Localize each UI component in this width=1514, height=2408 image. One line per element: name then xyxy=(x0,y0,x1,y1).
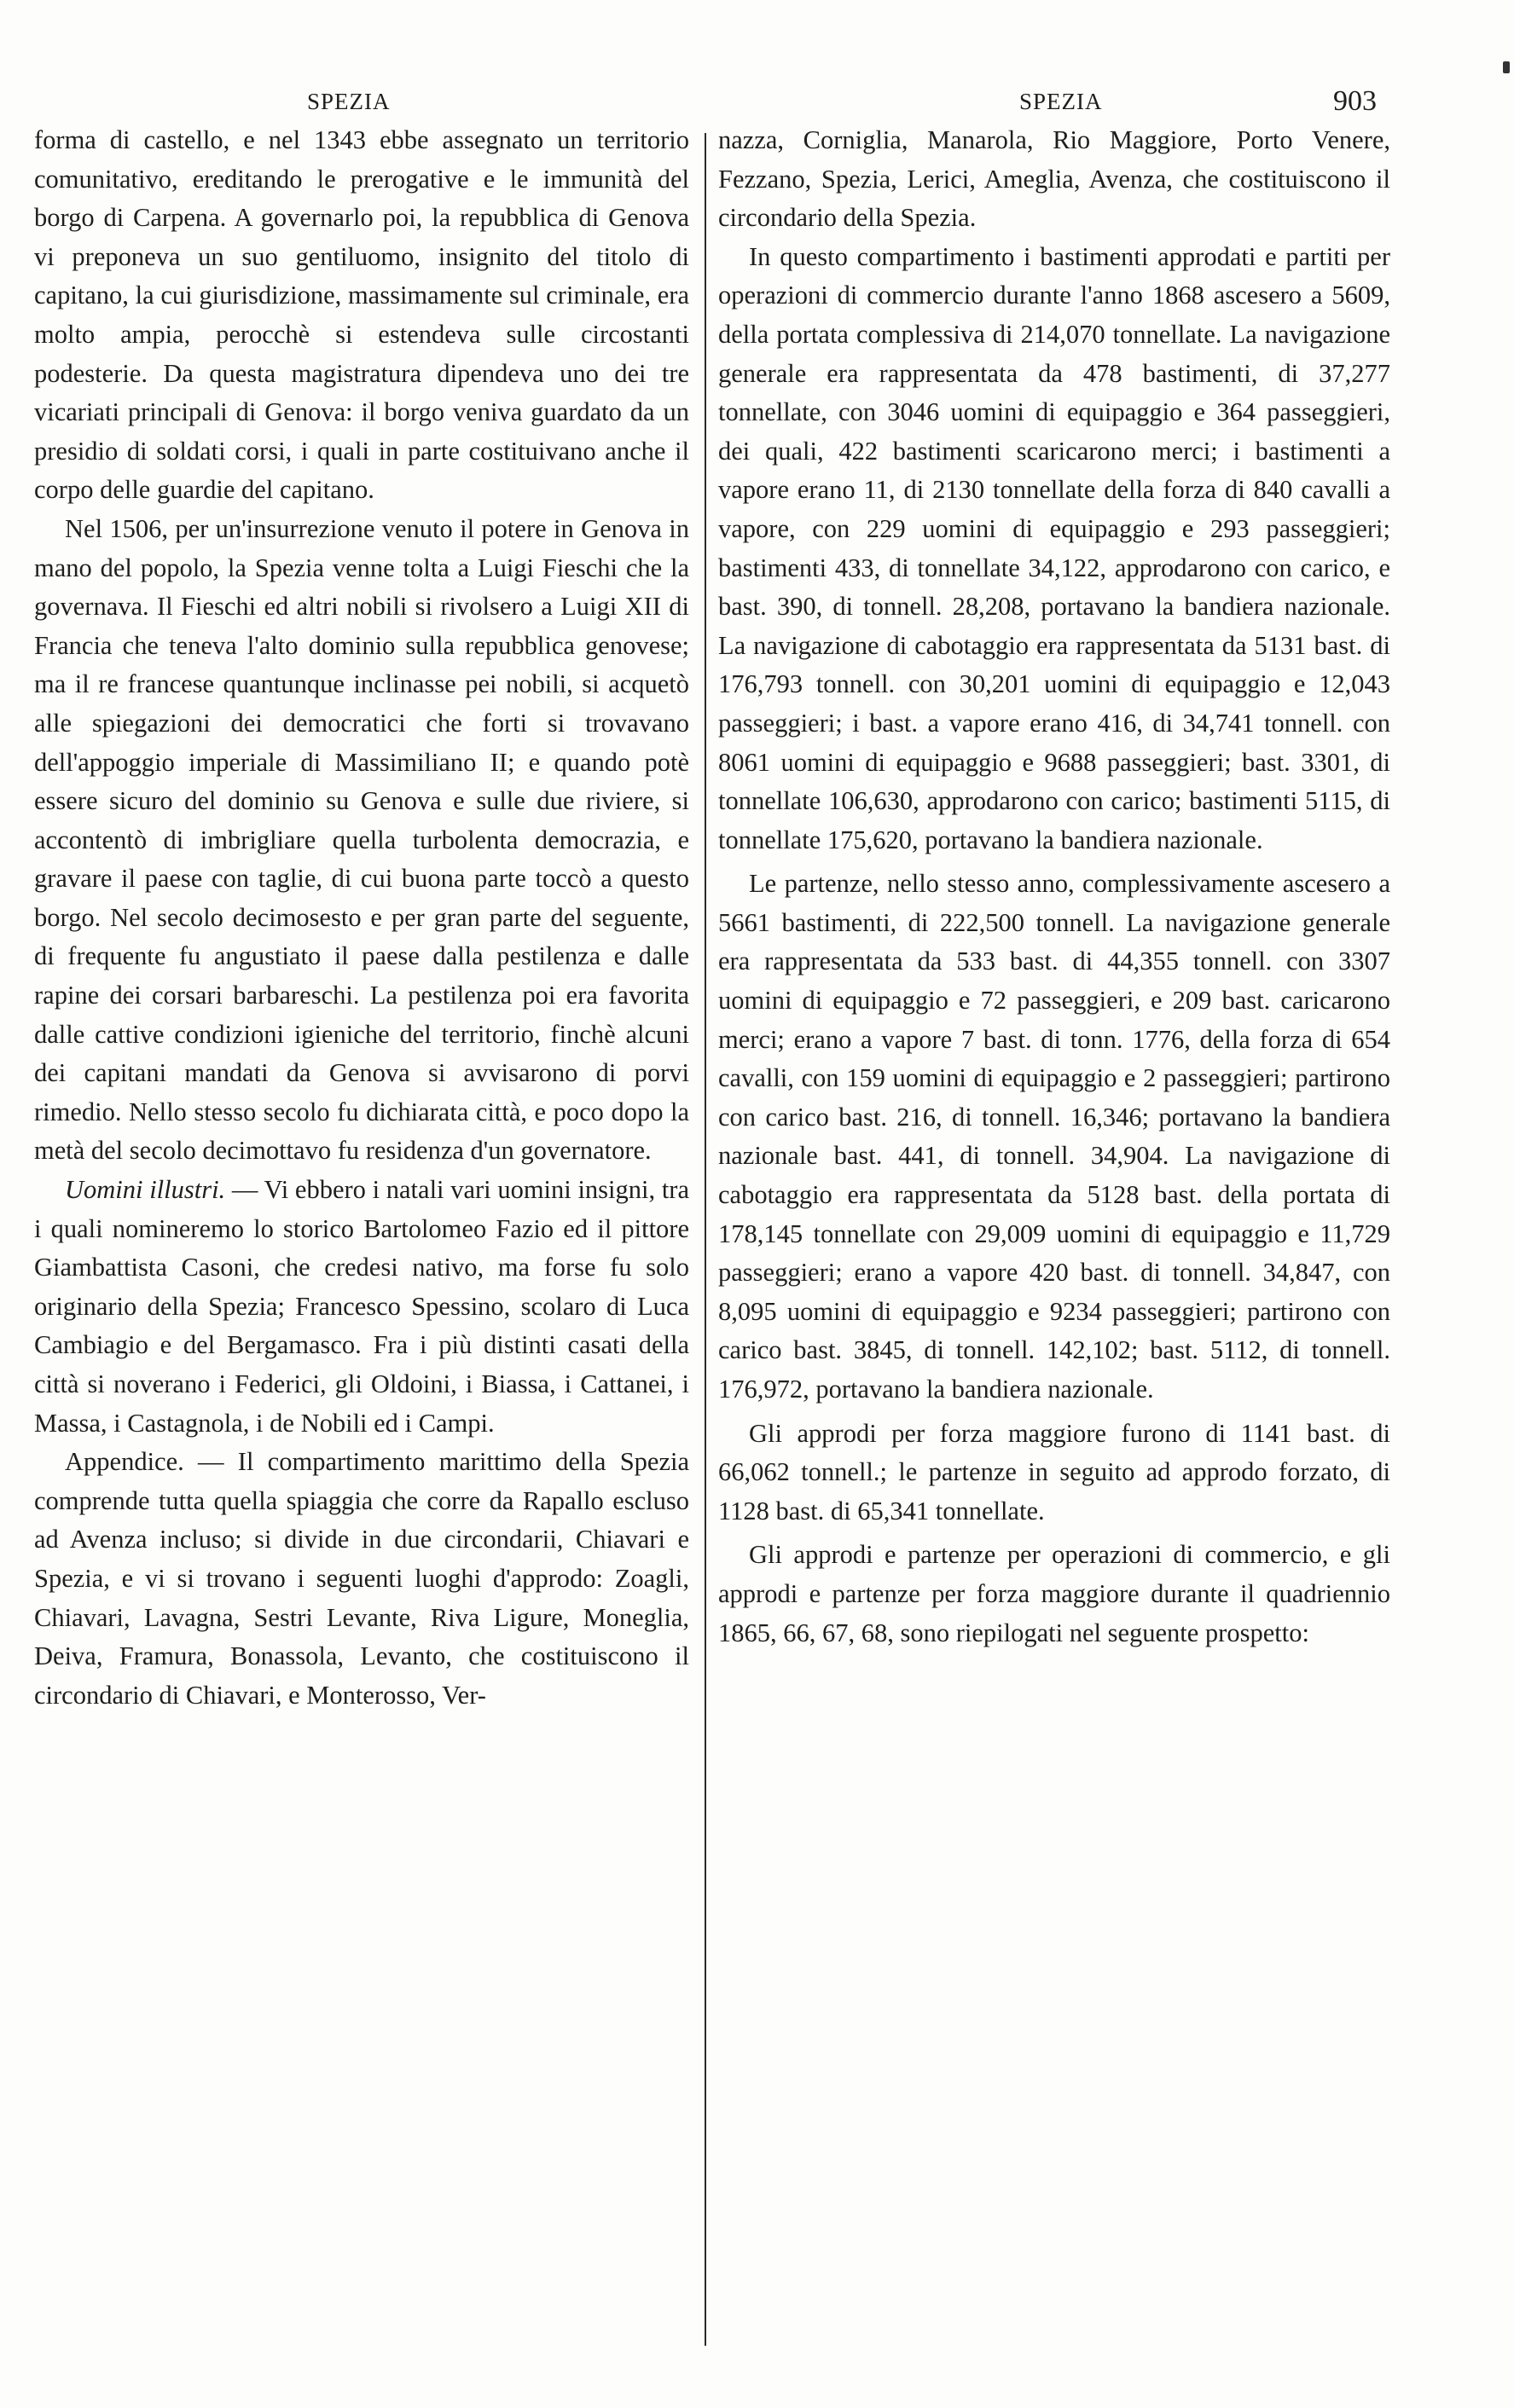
left-column xyxy=(34,121,689,1715)
column-divider xyxy=(705,133,706,2346)
right-paragraph-3: Le partenze, nello stesso anno, complessivamente ascesero a 5661 bastimenti, di 222,500 tonnell. La navigazione generale era rappresentata da 533 bast. di 44,355 tonnell. con 3307 uomini di equipaggio e 72 passeggieri, e 209 bast. caricarono merci; erano a vapore 7 bast. di tonn. 1776, della forza di 654 cavalli, con 159 uomini di equipaggio e 2 passeggieri; partirono con carico bast. 216, di tonnell. 16,346; portavano la bandiera nazionale bast. 441, di tonnell. 34,904. La navigazione di cabotaggio era rappresentata da 5128 bast. della portata di 178,145 tonnellate con 29,009 uomini di equipaggio e 11,729 passeggieri; erano a vapore 420 bast. di tonnell. 34,847, con 8,095 uomini di equipaggio e 9234 passeggieri; partirono con carico bast. 3845, di tonnell. 142,102; bast. 5112, di tonnell. 176,972, portavano la bandiera nazionale. xyxy=(718,869,1390,1404)
left-paragraph-2: Nel 1506, per un'insurrezione venuto il potere in Genova in mano del popolo, la Spezia venne tolta a Luigi Fieschi che la governava. Il Fieschi ed altri nobili si rivolsero a Luigi XII di Francia che teneva l'alto dominio sulla repubblica genovese; ma il re francese quantunque inclinasse pei nobili, si acquetò alle spiegazioni dei democratici che forti si trovavano dell'appoggio imperiale di Massimiliano II; e quando potè essere sicuro del dominio su Genova e sulle due riviere, si accontentò di imbrigliare quella turbolenta democrazia, e gravare il paese con taglie, di cui buona parte toccò a questo borgo. Nel secolo decimosesto e per gran parte del seguente, di frequente fu angustiato il paese dalla pestilenza e dalle rapine dei corsari barbareschi. La pestilenza poi era favorita dalle cattive condizioni igieniche del territorio, finchè alcuni dei capitani mandati da Genova si avvisarono di porvi rimedio. Nello stesso secolo fu dichiarata città, e poco dopo la metà del secolo decimottavo fu residenza d'un governatore. xyxy=(34,513,689,1166)
right-paragraph-4: Gli approdi per forza maggiore furono di 1141 bast. di 66,062 tonnell.; le partenze in seguito ad approdo forzato, di 1128 bast. di 65,341 tonnellate. xyxy=(718,1418,1390,1525)
left-paragraph-3 xyxy=(34,1171,689,1443)
left-running-header: SPEZIA xyxy=(307,89,391,114)
left-paragraph-4 xyxy=(34,1443,689,1715)
corner-mark xyxy=(1503,61,1510,73)
left-paragraph-4-text: — Il compartimento marittimo della Spezia comprende tutta quella spiaggia che corre da Rapallo escluso ad Avenza incluso; si divide in due circondarii, Chiavari e Spezia, e vi si trovano i seguenti luoghi d'approdo: Zoagli, Chiavari, Lavagna, Sestri Levante, Riva Ligure, Moneglia, Deiva, Framura, Bonassola, Levanto, che costituiscono il circondario di Chiavari, e Monterosso, Ver- xyxy=(34,1447,689,1710)
left-paragraph-3-text: — Vi ebbero i natali vari uomini insigni, tra i quali nomineremo lo storico Bartolomeo Fazio ed il pittore Giambattista Casoni, che credesi nativo, ma forse fu solo originario della Spezia; Francesco Spessino, scolaro di Luca Cambiagio e del Bergamasco. Fra i più distinti casati della città si noverano i Federici, gli Oldoini, i Biassa, i Cattanei, i Massa, i Castagnola, i de Nobili ed i Campi. xyxy=(34,1175,689,1438)
page-number: 903 xyxy=(1333,85,1377,117)
right-paragraph-1: nazza, Corniglia, Manarola, Rio Maggiore, Porto Venere, Fezzano, Spezia, Lerici, Ameglia, Avenza, che costituiscono il circondario della Spezia. xyxy=(718,125,1390,233)
left-paragraph-1: forma di castello, e nel 1343 ebbe assegnato un territorio comunitativo, ereditando le prerogative e le immunità del borgo di Carpena. A governarlo poi, la repubblica di Genova vi preponeva un suo gentiluomo, insignito del titolo di capitano, la cui giurisdizione, massimamente sul criminale, era molto ampia, perocchè si estendeva sulle circostanti podesterie. Da questa magistratura dipendeva uno dei tre vicariati principali di Genova: il borgo veniva guardato da un presidio di soldati corsi, i quali in parte costituivano anche il corpo delle guardie del capitano. xyxy=(34,125,689,505)
right-paragraph-2: In questo compartimento i bastimenti approdati e partiti per operazioni di commercio durante l'anno 1868 ascesero a 5609, della portata complessiva di 214,070 tonnellate. La navigazione generale era rappresentata da 478 bastimenti, di 37,277 tonnellate, con 3046 uomini di equipaggio e 364 passeggieri, dei quali, 422 bastimenti scaricarono merci; i bastimenti a vapore erano 11, di 2130 tonnellate della forza di 840 cavalli a vapore, con 229 uomini di equipaggio e 293 passeggieri; bastimenti 433, di tonnellate 34,122, approdarono con carico, e bast. 390, di tonnell. 28,208, portavano la bandiera nazionale. La navigazione di cabotaggio era rappresentata da 5131 bast. di 176,793 tonnell. con 30,201 uomini di equipaggio e 12,043 passeggieri; i bast. a vapore erano 416, di 34,741 tonnell. con 8061 uomini di equipaggio e 9688 passeggieri; bast. 3301, di tonnellate 106,630, approdarono con carico; bastimenti 5115, di tonnellate 175,620, portavano la bandiera nazionale. xyxy=(718,241,1390,854)
right-running-header: SPEZIA xyxy=(1019,89,1103,114)
right-column xyxy=(718,121,1390,1653)
section-lead-appendice: Appendice. xyxy=(65,1447,184,1477)
section-lead-uomini-illustri: Uomini illustri. xyxy=(65,1175,226,1205)
right-paragraph-5: Gli approdi e partenze per operazioni di commercio, e gli approdi e partenze per forza maggiore durante il quadriennio 1865, 66, 67, 68, sono riepilogati nel seguente prospetto: xyxy=(718,1540,1390,1647)
